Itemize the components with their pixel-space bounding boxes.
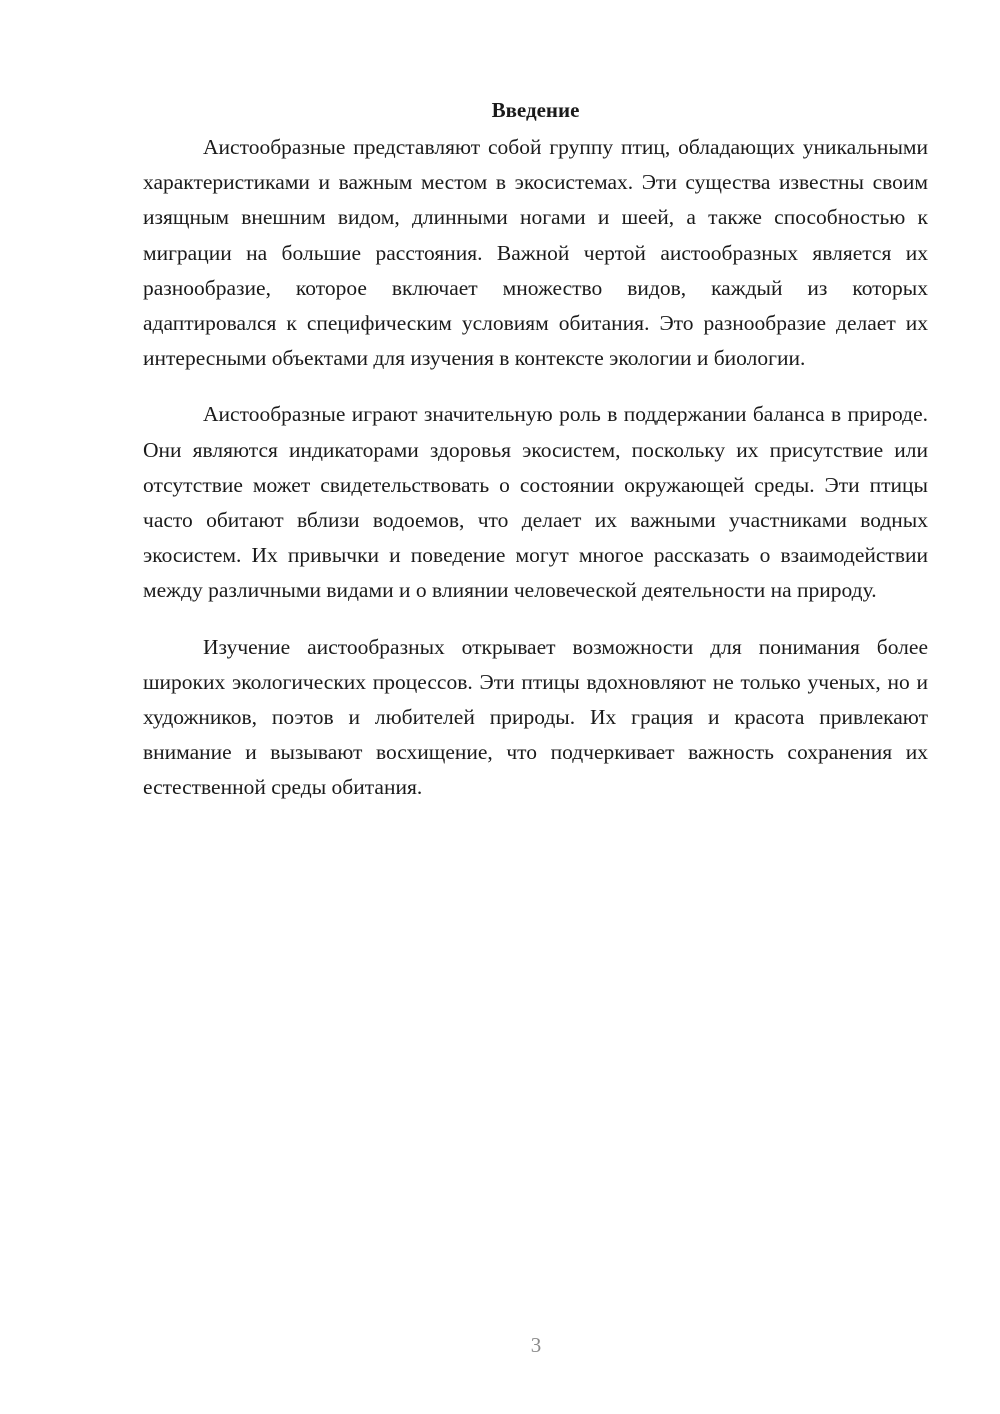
paragraph-2: Аистообразные играют значительную роль в поддержании баланса в природе. Они являются индикаторами здоровья экосистем, поскольку их присутствие или отсутствие может свидетельствовать о состоянии окружающей среды. Эти птицы часто обитают вблизи водоемов, что делает их важными участниками водных экосистем. Их привычки и поведение могут многое рассказать о взаимодействии между различными видами и о влиянии человеческой деятельности на природу. bbox=[143, 402, 928, 603]
page-number: 3 bbox=[530, 1333, 542, 1357]
paragraph-1: Аистообразные представляют собой группу птиц, обладающих уникальными характеристиками и важным местом в экосистемах. Эти существа известны своим изящным внешним видом, длинными ногами и шеей, а также способностью к миграции на большие расстояния. Важной чертой аистообразных является их разнообразие, которое включает множество видов, каждый из которых адаптировался к специфическим условиям обитания. Это разнообразие делает их интересными объектами для изучения в контексте экологии и биологии. bbox=[143, 135, 928, 371]
paragraph-3: Изучение аистообразных открывает возможности для понимания более широких экологических процессов. Эти птицы вдохновляют не только ученых, но и художников, поэтов и любителей природы. Их грация и красота привлекают внимание и вызывают восхищение, что подчеркивает важность сохранения их естественной среды обитания. bbox=[143, 634, 928, 800]
page-content bbox=[143, 95, 928, 827]
section-title: Введение bbox=[491, 98, 580, 122]
